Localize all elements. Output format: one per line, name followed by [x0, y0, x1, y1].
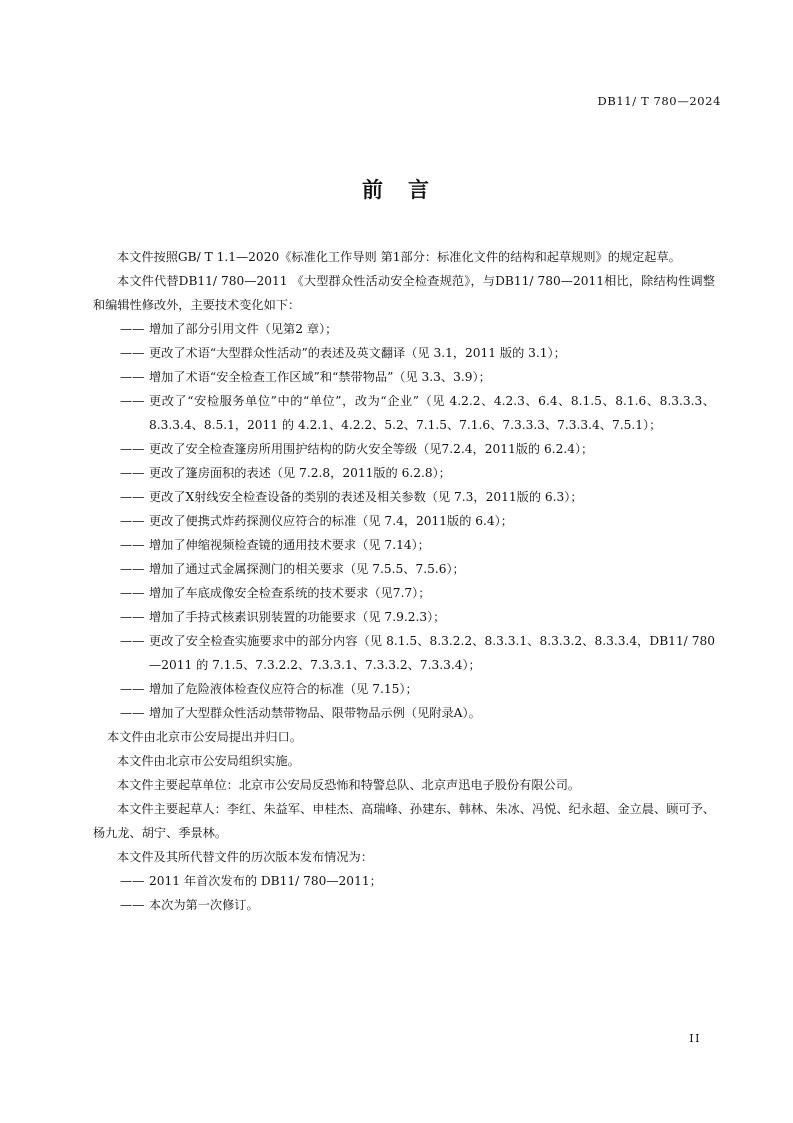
- document-code: DB11/ T 780—2024: [597, 94, 721, 108]
- list-item: —— 增加了车底成像安全检查系统的技术要求（见7.7）；: [120, 586, 431, 600]
- list-item: —— 增加了通过式金属探测门的相关要求（见 7.5.5、7.5.6）；: [120, 562, 465, 576]
- paragraph-version-history: 本文件及其所代替文件的历次版本发布情况为：: [117, 850, 373, 864]
- page-title: 前 言: [362, 178, 431, 202]
- list-item: —— 增加了大型群众性活动禁带物品、限带物品示例（见附录A）。: [120, 706, 481, 720]
- list-item: —— 增加了手持式核素识别装置的功能要求（见 7.9.2.3）；: [120, 610, 446, 624]
- list-item: —— 增加了部分引用文件（见第2 章）；: [120, 322, 338, 336]
- list-item: —— 更改了安全检查实施要求中的部分内容（见 8.1.5、8.3.2.2、8.3.3.1、8.3.3.2、8.3.3.4，DB11/ 780—2011 的 7.1.5、7.3.2.2、7.3.3.1、7.3.3.2、7.3.3.4）；: [120, 634, 715, 672]
- list-item: —— 更改了安全检查篷房所用围护结构的防火安全等级（见7.2.4，2011版的 6.2.4）；: [120, 442, 594, 456]
- changes-list: [93, 317, 715, 725]
- paragraph-drafting-units: 本文件主要起草单位：北京市公安局反恐怖和特警总队、北京声迅电子股份有限公司。: [117, 778, 581, 792]
- document-body: [93, 245, 715, 917]
- list-item: —— 更改了篷房面积的表述（见 7.2.8，2011版的 6.2.8）；: [120, 466, 451, 480]
- list-item: —— 增加了伸缩视频检查镜的通用技术要求（见 7.14）；: [120, 538, 430, 552]
- list-item: —— 2011 年首次发布的 DB11/ 780—2011；: [120, 874, 382, 888]
- list-item: —— 本次为第一次修订。: [120, 898, 259, 912]
- paragraph-drafters: 本文件主要起草人：李红、朱益军、申桂杰、高瑞峰、孙建东、韩林、朱冰、冯悦、纪永超、金立晨、顾可予、杨九龙、胡宁、季景林。: [93, 802, 715, 840]
- paragraph-implementer: 本文件由北京市公安局组织实施。: [117, 754, 300, 768]
- paragraph-drafting-rules: 本文件按照GB/ T 1.1—2020《标准化工作导则 第1部分：标准化文件的结构和起草规则》的规定起草。: [117, 250, 681, 264]
- list-item: —— 更改了便携式炸药探测仪应符合的标准（见 7.4，2011版的 6.4）；: [120, 514, 513, 528]
- list-item: —— 增加了术语“安全检查工作区域”和“禁带物品”（见 3.3、3.9）；: [120, 370, 491, 384]
- list-item: —— 更改了X射线安全检查设备的类别的表述及相关参数（见 7.3，2011版的 6.3）；: [120, 490, 583, 504]
- paragraph-replacement: 本文件代替DB11/ 780—2011 《大型群众性活动安全检查规范》，与DB11/ 780—2011相比，除结构性调整和编辑性修改外，主要技术变化如下：: [93, 274, 715, 312]
- page-number: II: [689, 1032, 701, 1045]
- paragraph-proposer: 本文件由北京市公安局提出并归口。: [107, 730, 302, 744]
- list-item: —— 增加了危险液体检查仪应符合的标准（见 7.15）；: [120, 682, 418, 696]
- list-item: —— 更改了“安检服务单位”中的“单位”，改为“企业”（见 4.2.2、4.2.3、6.4、8.1.5、8.1.6、8.3.3.3、8.3.3.4、8.5.1，2011 的 4.2.1、4.2.2、5.2、7.1.5、7.1.6、7.3.3.3、7.3.3.4、7.5.1）；: [120, 394, 715, 432]
- list-item: —— 更改了术语“大型群众性活动”的表述及英文翻译（见 3.1，2011 版的 3.1）；: [120, 346, 566, 360]
- history-list: [93, 869, 715, 917]
